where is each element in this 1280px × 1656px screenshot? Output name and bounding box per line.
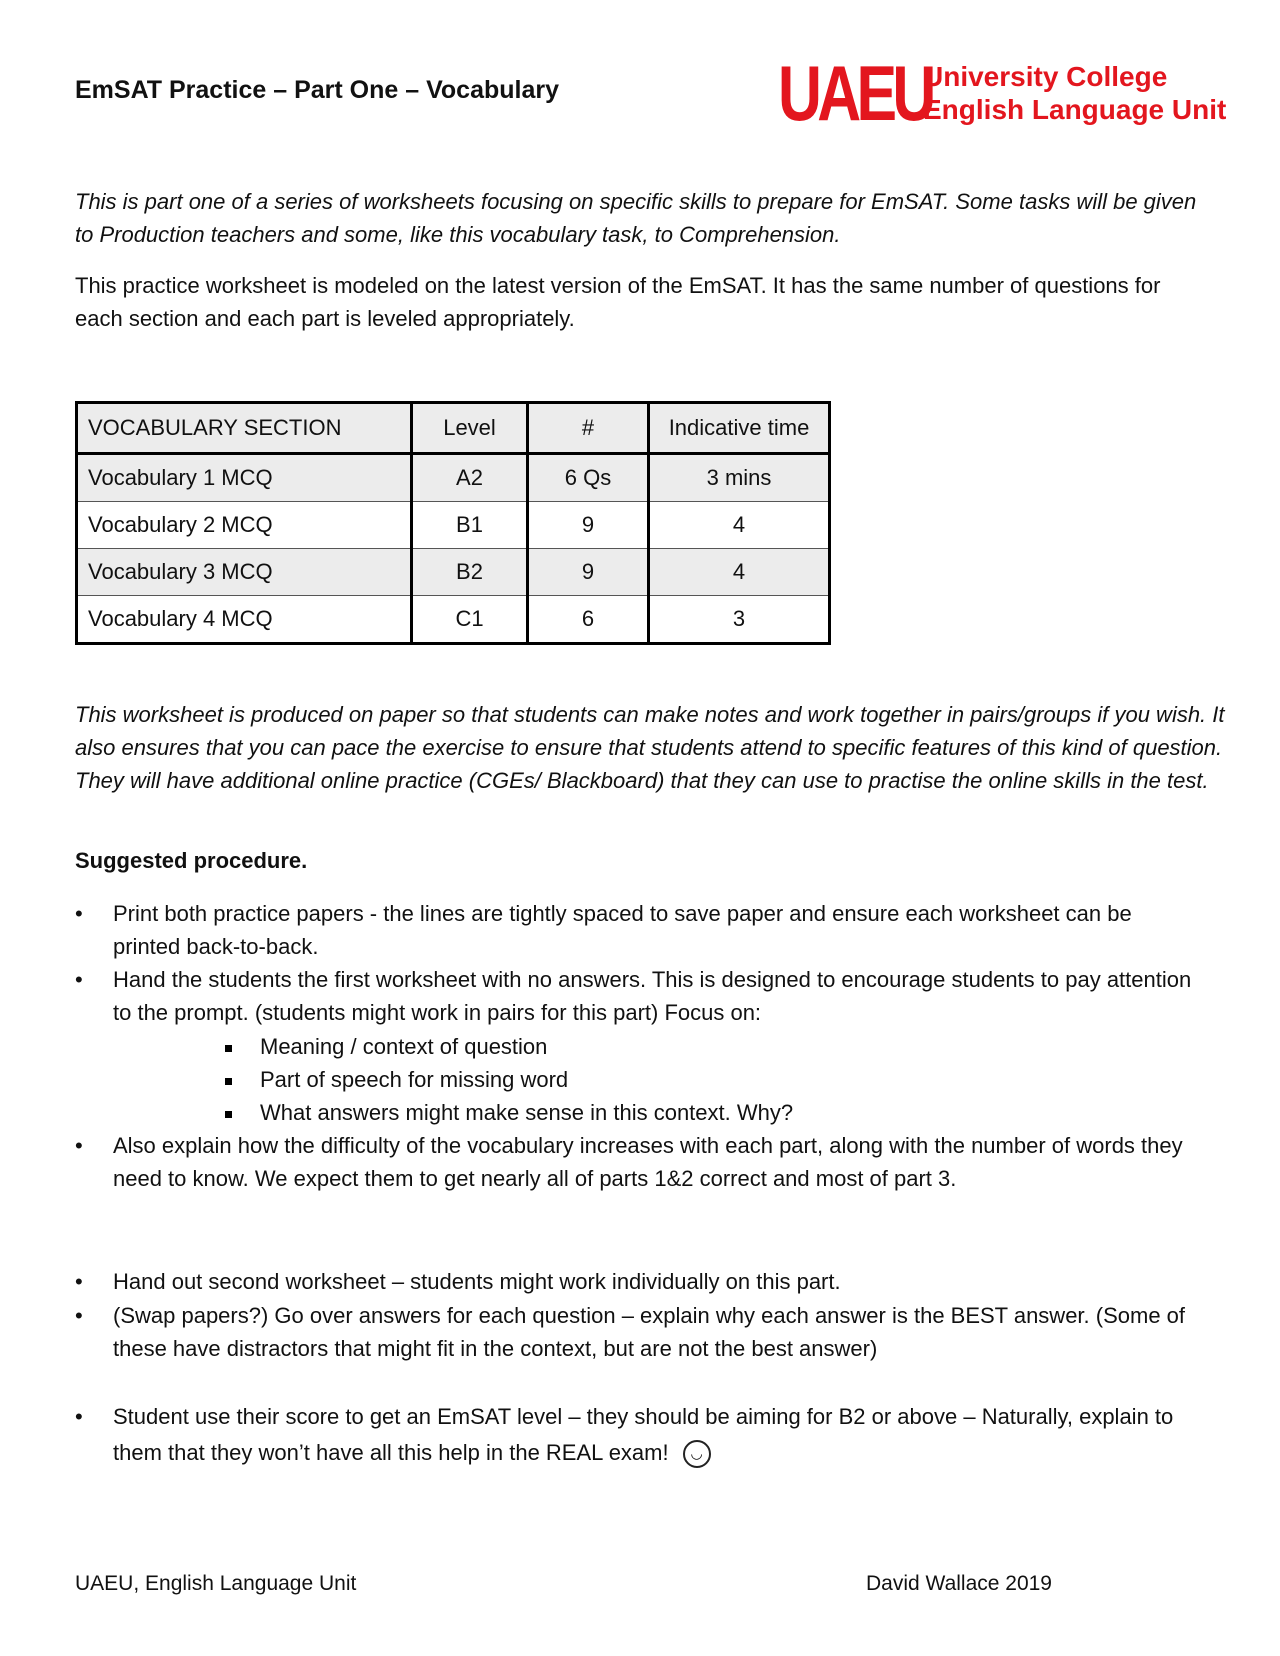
header-cell: # (528, 403, 649, 454)
sub-bullet-item: Meaning / context of question (225, 1030, 547, 1063)
cell: B2 (412, 549, 528, 596)
square-bullet-icon (225, 1111, 232, 1118)
bullet-item: • (Swap papers?) Go over answers for each question – explain why each answer is the BEST answer. (Some of these have distractors that might fit in the context, but are not the best answer) (75, 1299, 1205, 1365)
cell: Vocabulary 1 MCQ (77, 454, 412, 502)
logo-line-1: University College (923, 61, 1168, 92)
vocabulary-table (75, 401, 831, 645)
bullet-icon: • (75, 1269, 83, 1294)
logo-mark: UAEU (778, 49, 932, 137)
smiley-icon: ◡ (683, 1440, 711, 1468)
cell: 9 (528, 549, 649, 596)
bullet-item: • Hand out second worksheet – students might work individually on this part. (75, 1265, 1205, 1298)
bullet-icon: • (75, 1303, 83, 1328)
header-cell: VOCABULARY SECTION (77, 403, 412, 454)
uaeu-logo (778, 49, 1227, 137)
header-cell: Level (412, 403, 528, 454)
document-title: EmSAT Practice – Part One – Vocabulary (75, 76, 559, 104)
cell: 6 Qs (528, 454, 649, 502)
paper-note-paragraph: This worksheet is produced on paper so that students can make notes and work together in pairs/groups if you wish. It also ensures that you can pace the exercise to ensure that students attend to specific features of this kind of question. They will have additional online practice (CGEs/ Blackboard) that they can use to practise the online skills in the test. (75, 702, 1225, 793)
cell: Vocabulary 3 MCQ (77, 549, 412, 596)
footer-right: David Wallace 2019 (866, 1572, 1052, 1595)
bullet-item: • Print both practice papers - the lines are tightly spaced to save paper and ensure each worksheet can be printed back-to-back. (75, 897, 1205, 963)
table-header-row (77, 403, 830, 454)
cell: Vocabulary 4 MCQ (77, 596, 412, 644)
model-paragraph: This practice worksheet is modeled on the latest version of the EmSAT. It has the same number of questions for each section and each part is leveled appropriately. (75, 273, 1161, 331)
bullet-item: • Also explain how the difficulty of the vocabulary increases with each part, along with the number of words they need to know. We expect them to get nearly all of parts 1&2 correct and most of part 3. (75, 1129, 1205, 1195)
cell: B1 (412, 502, 528, 549)
square-bullet-icon (225, 1045, 232, 1052)
table-row (77, 549, 830, 596)
table-row (77, 596, 830, 644)
sub-bullet-item: What answers might make sense in this context. Why? (225, 1096, 793, 1129)
sub-bullet-item: Part of speech for missing word (225, 1063, 568, 1096)
cell: 9 (528, 502, 649, 549)
procedure-heading: Suggested procedure. (75, 848, 308, 873)
cell: 6 (528, 596, 649, 644)
cell: 3 (649, 596, 830, 644)
cell: 4 (649, 502, 830, 549)
bullet-item: • Hand the students the first worksheet with no answers. This is designed to encourage students to pay attention to the prompt. (students might work in pairs for this part) Focus on: (75, 963, 1205, 1029)
table-row (77, 502, 830, 549)
table-row (77, 454, 830, 502)
footer-left: UAEU, English Language Unit (75, 1572, 357, 1595)
cell: A2 (412, 454, 528, 502)
bullet-icon: • (75, 1404, 83, 1429)
cell: 3 mins (649, 454, 830, 502)
header-cell: Indicative time (649, 403, 830, 454)
cell: Vocabulary 2 MCQ (77, 502, 412, 549)
cell: C1 (412, 596, 528, 644)
cell: 4 (649, 549, 830, 596)
square-bullet-icon (225, 1078, 232, 1085)
bullet-icon: • (75, 901, 83, 926)
bullet-item: • Student use their score to get an EmSAT level – they should be aiming for B2 or above – Naturally, explain to them that they won’t have all this help in the REAL exam! ◡ (75, 1399, 1205, 1471)
bullet-icon: • (75, 1133, 83, 1158)
bullet-icon: • (75, 967, 83, 992)
intro-paragraph: This is part one of a series of worksheets focusing on specific skills to prepare for EmSAT. Some tasks will be given to Production teachers and some, like this vocabulary task, to Comprehension. (75, 189, 1197, 247)
logo-line-2: English Language Unit (923, 94, 1227, 125)
